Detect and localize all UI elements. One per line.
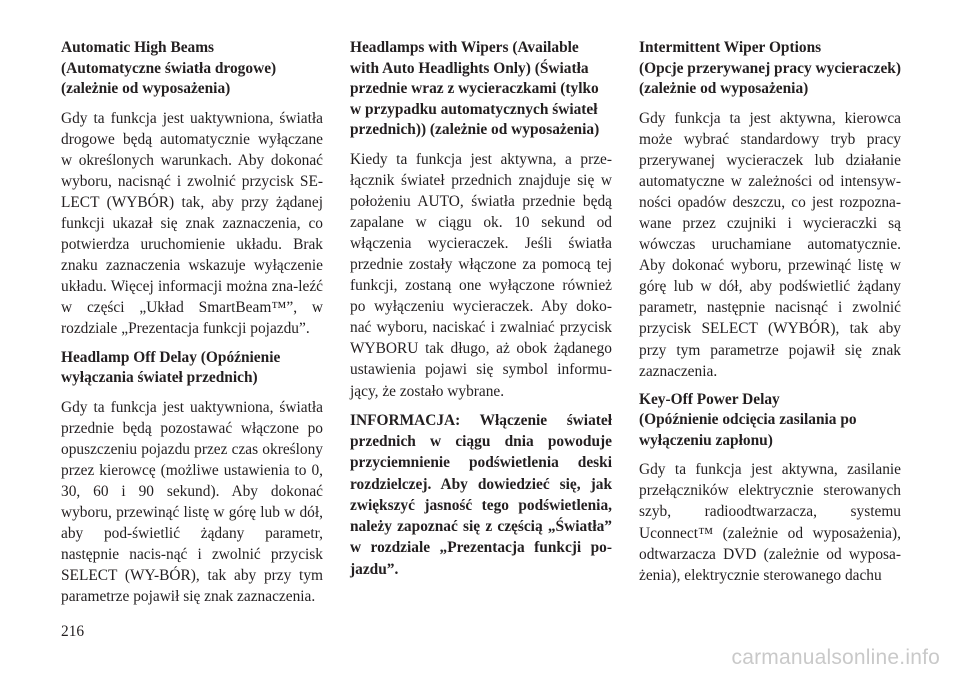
heading-line: with Auto Headlights Only) (Światła	[350, 59, 589, 77]
section-heading-intermittent-wiper-options	[639, 38, 901, 100]
paragraph-automatic-high-beams: Gdy ta funkcja jest uaktywniona, światła drogowe będą automatycznie wyłączane w określonych warunkach. Aby dokonać wyboru, nacisnąć i zwolnić przycisk SE-LECT (WYBÓR) tak, aby przy żądanej funkcji ukazał się znak zaznaczenia, co potwierdza uruchomienie układu. Brak znaku zaznaczenia wskazuje wyłączenie układu. Więcej informacji można zna-leźć w części „Układ SmartBeam™”, w rozdziale „Prezentacja funkcji pojazdu”.	[61, 109, 323, 338]
section-heading-headlamps-with-wipers	[350, 38, 612, 141]
heading-line: wyłączeniu zapłonu)	[639, 431, 773, 449]
heading-line: (Opcje przerywanej pracy wycieraczek)	[639, 59, 901, 77]
paragraph-key-off-power-delay: Gdy ta funkcja jest aktywna, zasilanie przełączników elektrycznie sterowanych szyb, radioodtwarzacza, systemu Uconnect™ (zależnie od wyposażenia), odtwarzacza DVD (zależnie od wyposa-żenia), elektrycznie sterowanego dachu	[639, 461, 901, 584]
section-heading-automatic-high-beams	[61, 38, 323, 100]
column-left	[61, 38, 323, 615]
heading-line: Headlamp Off Delay (Opóźnienie	[61, 348, 281, 366]
note-informacja: INFORMACJA: Włączenie świateł przednich w ciągu dnia powoduje przyciemnienie podświetlenia deski rozdzielczej. Aby dowiedzieć się, jak zwiększyć jasność tego podświetlenia, należy zapoznać się z częścią „Światła” w rozdziale „Prezentacja funkcji po-jazdu”.	[350, 411, 612, 578]
paragraph-headlamp-off-delay: Gdy ta funkcja jest uaktywniona, światła przednie będą pozostawać włączone po opuszczeniu pojazdu przez czas określony przez kierowcę (możliwe ustawienia to 0, 30, 60 i 90 sekund). Aby dokonać wyboru, przewinąć listę w górę lub w dół, aby pod-świetlić żądany parametr, następnie nacis-nąć i zwolnić przycisk SELECT (WY-BÓR), tak aby przy tym parametrze pojawił się znak zaznaczenia.	[61, 398, 323, 606]
heading-line: (Opóźnienie odcięcia zasilania po	[639, 411, 857, 429]
heading-line: (zależnie od wyposażenia)	[639, 80, 809, 97]
heading-line: wyłączania świateł przednich)	[61, 369, 258, 387]
heading-line: Automatic High Beams	[61, 39, 215, 56]
heading-line: w przypadku automatycznych świateł	[350, 100, 598, 118]
heading-line: przednich)) (zależnie od wyposażenia)	[350, 121, 600, 138]
watermark: carmanualsonline.info	[731, 646, 940, 669]
heading-line: (zależnie od wyposażenia)	[61, 80, 231, 97]
column-middle	[350, 38, 612, 580]
paragraph-headlamps-with-wipers: Kiedy ta funkcja jest aktywna, a prze-łącznik świateł przednich znajduje się w położeniu AUTO, światła przednie będą zapalane w ciągu ok. 10 sekund od włączenia wycieraczek. Jeśli światła przednie zostały włączone za pomocą tej funkcji, zostaną one wyłączone również po wyłączeniu wycieraczek. Aby doko-nać wyboru, naciskać i zwalniać przycisk WYBORU tak długo, aż obok żądanego ustawienia pojawi się symbol informu-jący, że zostało wybrane.	[350, 150, 612, 400]
section-heading-key-off-power-delay	[639, 390, 901, 452]
heading-line: Intermittent Wiper Options	[639, 39, 822, 56]
section-heading-headlamp-off-delay	[61, 348, 323, 389]
heading-line: (Automatyczne światła drogowe)	[61, 59, 277, 77]
heading-line: Key-Off Power Delay	[639, 390, 780, 408]
heading-line: przednie wraz z wycieraczkami (tylko	[350, 80, 599, 97]
paragraph-intermittent-wiper-options: Gdy funkcja ta jest aktywna, kierowca może wybrać standardowy tryb pracy przerywanej wycieraczek lub działanie automatyczne w zależności od intensyw-ności opadów deszczu, co jest rozpozna-wane przez czujniki i wycieraczki są wówczas uruchamiane automatycznie. Aby dokonać wyboru, przewinąć listę w górę lub w dół, aby podświetlić żądany parametr, następnie nacisnąć i zwolnić przycisk SELECT (WYBÓR), tak aby przy tym parametrze pojawił się znak zaznaczenia.	[639, 109, 901, 380]
page-number: 216	[61, 623, 85, 640]
column-right	[639, 38, 901, 594]
heading-line: Headlamps with Wipers (Available	[350, 39, 579, 56]
